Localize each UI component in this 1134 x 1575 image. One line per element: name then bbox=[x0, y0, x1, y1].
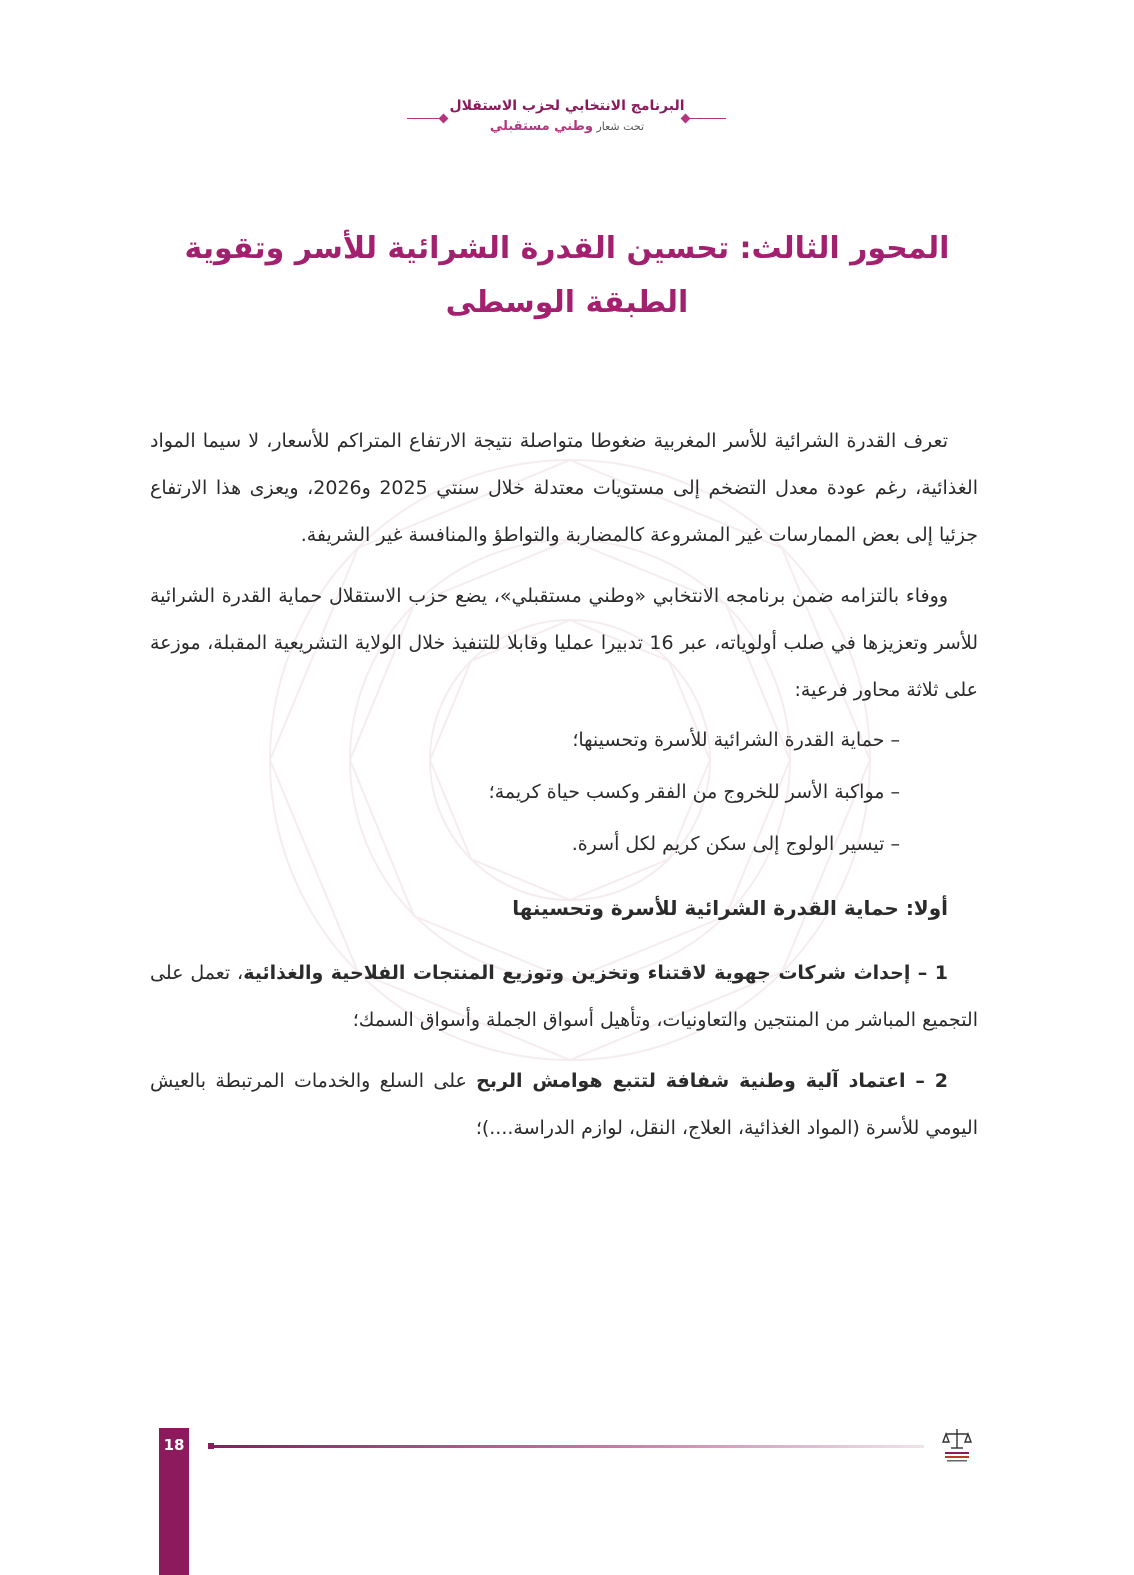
sub-axes-list bbox=[150, 714, 978, 870]
measure-title: 2 – اعتماد آلية وطنية شفافة لتتبع هوامش الربح bbox=[476, 1070, 949, 1092]
header-rule-right bbox=[686, 118, 726, 119]
list-item: – تيسير الولوج إلى سكن كريم لكل أسرة. bbox=[571, 833, 900, 855]
measure-text: ، تعمل على التجميع المباشر من المنتجين والتعاونيات، وتأهيل أسواق الجملة وأسواق السمك؛ bbox=[150, 962, 978, 1031]
running-header bbox=[0, 96, 1134, 136]
measure-item bbox=[150, 1058, 978, 1152]
chapter-title: المحور الثالث: تحسين القدرة الشرائية للأسر وتقوية الطبقة الوسطى bbox=[184, 231, 950, 320]
footer-rule bbox=[214, 1445, 924, 1448]
body-content bbox=[150, 418, 978, 1152]
scales-of-justice-logo-icon bbox=[940, 1426, 974, 1466]
commitment-paragraph: ووفاء بالتزامه ضمن برنامجه الانتخابي «وطني مستقبلي»، يضع حزب الاستقلال حماية القدرة الشرائية للأسر وتعزيزها في صلب أولوياته، عبر 16 تدبيرا عمليا وقابلا للتنفيذ خلال الولاية التشريعية المقبلة، موزعة على ثلاثة محاور فرعية: bbox=[150, 585, 978, 701]
header-slogan-prefix: تحت شعار bbox=[596, 120, 645, 133]
header-slogan: وطني مستقبلي bbox=[489, 119, 593, 134]
page-number: 18 bbox=[163, 1436, 185, 1454]
measure-title: 1 – إحداث شركات جهوية لاقتناء وتخزين وتوزيع المنتجات الفلاحية والغذائية bbox=[243, 962, 948, 984]
list-item: – مواكبة الأسر للخروج من الفقر وكسب حياة كريمة؛ bbox=[488, 781, 900, 803]
list-item: – حماية القدرة الشرائية للأسرة وتحسينها؛ bbox=[572, 729, 900, 751]
measure-text: على السلع والخدمات المرتبطة بالعيش اليومي للأسرة (المواد الغذائية، العلاج، النقل، لوازم الدراسة....)؛ bbox=[150, 1070, 978, 1139]
measure-item bbox=[150, 950, 978, 1044]
section-heading: أولا: حماية القدرة الشرائية للأسرة وتحسينها bbox=[512, 896, 948, 920]
intro-paragraph: تعرف القدرة الشرائية للأسر المغربية ضغوطا متواصلة نتيجة الارتفاع المتراكم للأسعار، لا سيما المواد الغذائية، رغم عودة معدل التضخم إلى مستويات معتدلة خلال سنتي 2025 و2026، ويعزى هذا الارتفاع جزئيا إلى بعض الممارسات غير المشروعة كالمضاربة والتواطؤ والمنافسة غير الشريفة. bbox=[150, 430, 978, 546]
header-title: البرنامج الانتخابي لحزب الاستقلال bbox=[449, 98, 685, 114]
header-subtitle bbox=[0, 118, 1134, 136]
